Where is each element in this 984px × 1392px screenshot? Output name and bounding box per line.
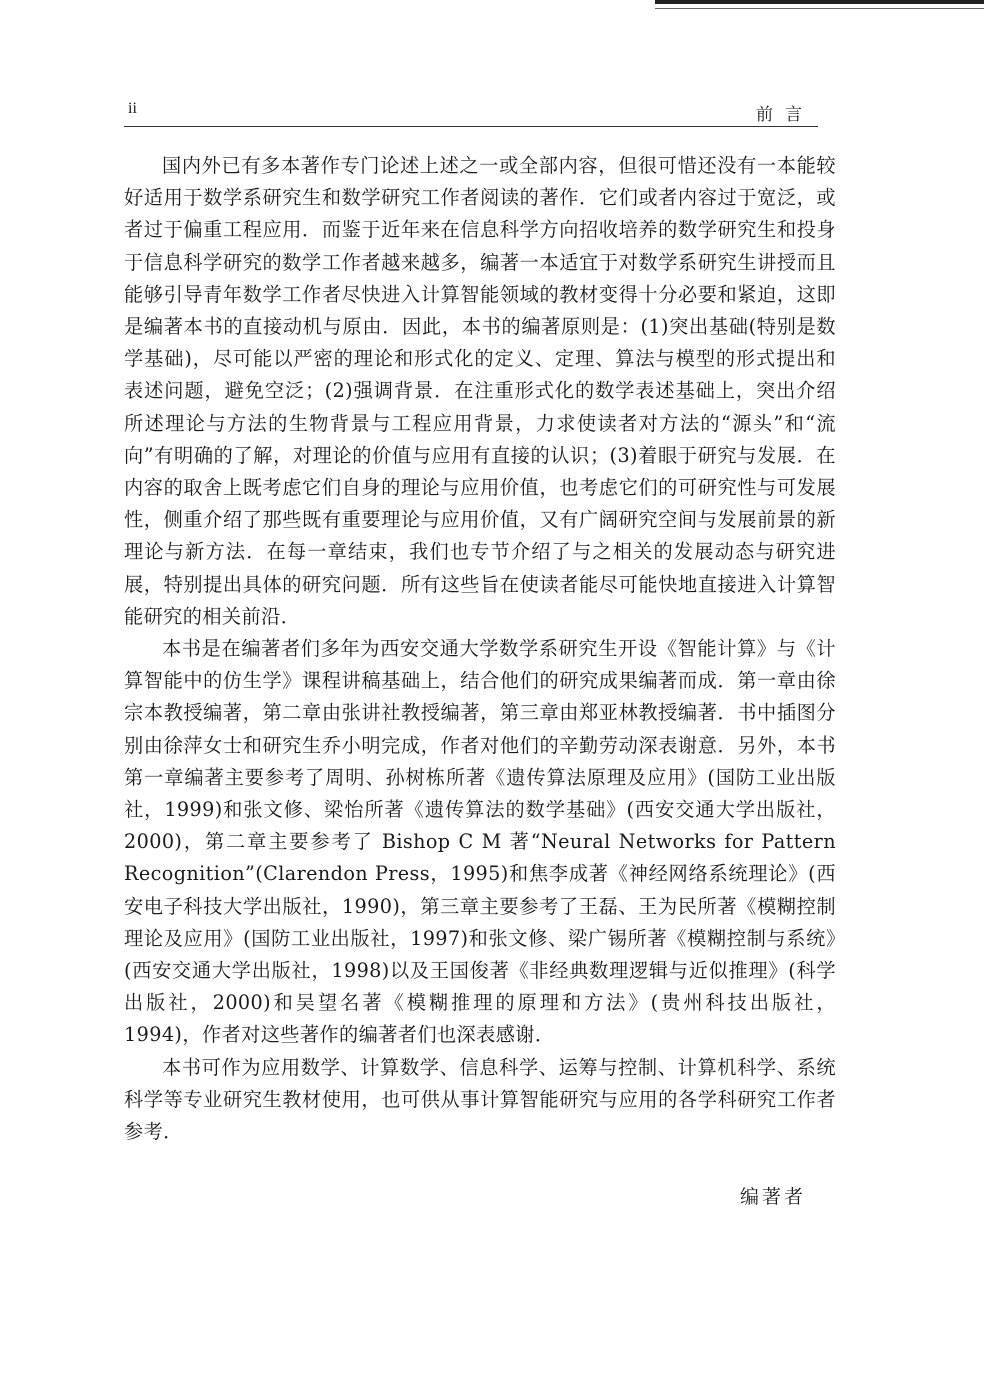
page-number: ii — [128, 100, 137, 117]
paragraph-1: 国内外已有多本著作专门论述上述之一或全部内容，但很可惜还没有一本能较好适用于数学系研究生和数学研究工作者阅读的著作．它们或者内容过于宽泛，或者过于偏重工程应用．而鉴于近年来在信息科学方向招收培养的数学研究生和投身于信息科学研究的数学工作者越来越多，编著一本适宜于对数学系研究生讲授而且能够引导青年数学工作者尽快进入计算智能领域的教材变得十分必要和紧迫，这即是编著本书的直接动机与原由．因此，本书的编著原则是：(1)突出基础(特别是数学基础)，尽可能以严密的理论和形式化的定义、定理、算法与模型的形式提出和表述问题，避免空泛；(2)强调背景．在注重形式化的数学表述基础上，突出介绍所述理论与方法的生物背景与工程应用背景，力求使读者对方法的“源头”和“流向”有明确的了解，对理论的价值与应用有直接的认识；(3)着眼于研究与发展．在内容的取舍上既考虑它们自身的理论与应用价值，也考虑它们的可研究性与可发展性，侧重介绍了那些既有重要理论与应用价值，又有广阔研究空间与发展前景的新理论与新方法．在每一章结束，我们也专节介绍了与之相关的发展动态与研究进展，特别提出具体的研究问题．所有这些旨在使读者能尽可能快地直接进入计算智能研究的相关前沿． — [124, 154, 836, 628]
paragraph-2: 本书是在编著者们多年为西安交通大学数学系研究生开设《智能计算》与《计算智能中的仿生学》课程讲稿基础上，结合他们的研究成果编著而成．第一章由徐宗本教授编著，第二章由张讲社教授编著，第三章由郑亚林教授编著．书中插图分别由徐萍女士和研究生乔小明完成，作者对他们的辛勤劳动深表谢意．另外，本书第一章编著主要参考了周明、孙树栋所著《遗传算法原理及应用》(国防工业出版社，1999)和张文修、梁怡所著《遗传算法的数学基础》(西安交通大学出版社，2000)，第二章主要参考了 Bishop C M 著“Neural Networks for Pattern Recognition”(Clarendon Press，1995)和焦李成著《神经网络系统理论》(西安电子科技大学出版社，1990)，第三章主要参考了王磊、王为民所著《模糊控制理论及应用》(国防工业出版社，1997)和张文修、梁广锡所著《模糊控制与系统》(西安交通大学出版社，1998)以及王国俊著《非经典数理逻辑与近似推理》(科学出版社，2000)和吴望名著《模糊推理的原理和方法》(贵州科技出版社，1994)，作者对这些著作的编著者们也深表感谢． — [124, 637, 836, 1047]
top-edge-thin-rule — [655, 8, 984, 9]
top-edge-rule — [655, 0, 984, 4]
signature: 编著者 — [740, 1186, 807, 1208]
paragraph-3: 本书可作为应用数学、计算数学、信息科学、运筹与控制、计算机科学、系统科学等专业研究生教材使用，也可供从事计算智能研究与应用的各学科研究工作者参考． — [124, 1055, 836, 1144]
page-header — [124, 100, 818, 128]
running-title: 前言 — [756, 105, 814, 125]
page-body — [124, 150, 836, 1148]
header-rule — [124, 126, 818, 127]
